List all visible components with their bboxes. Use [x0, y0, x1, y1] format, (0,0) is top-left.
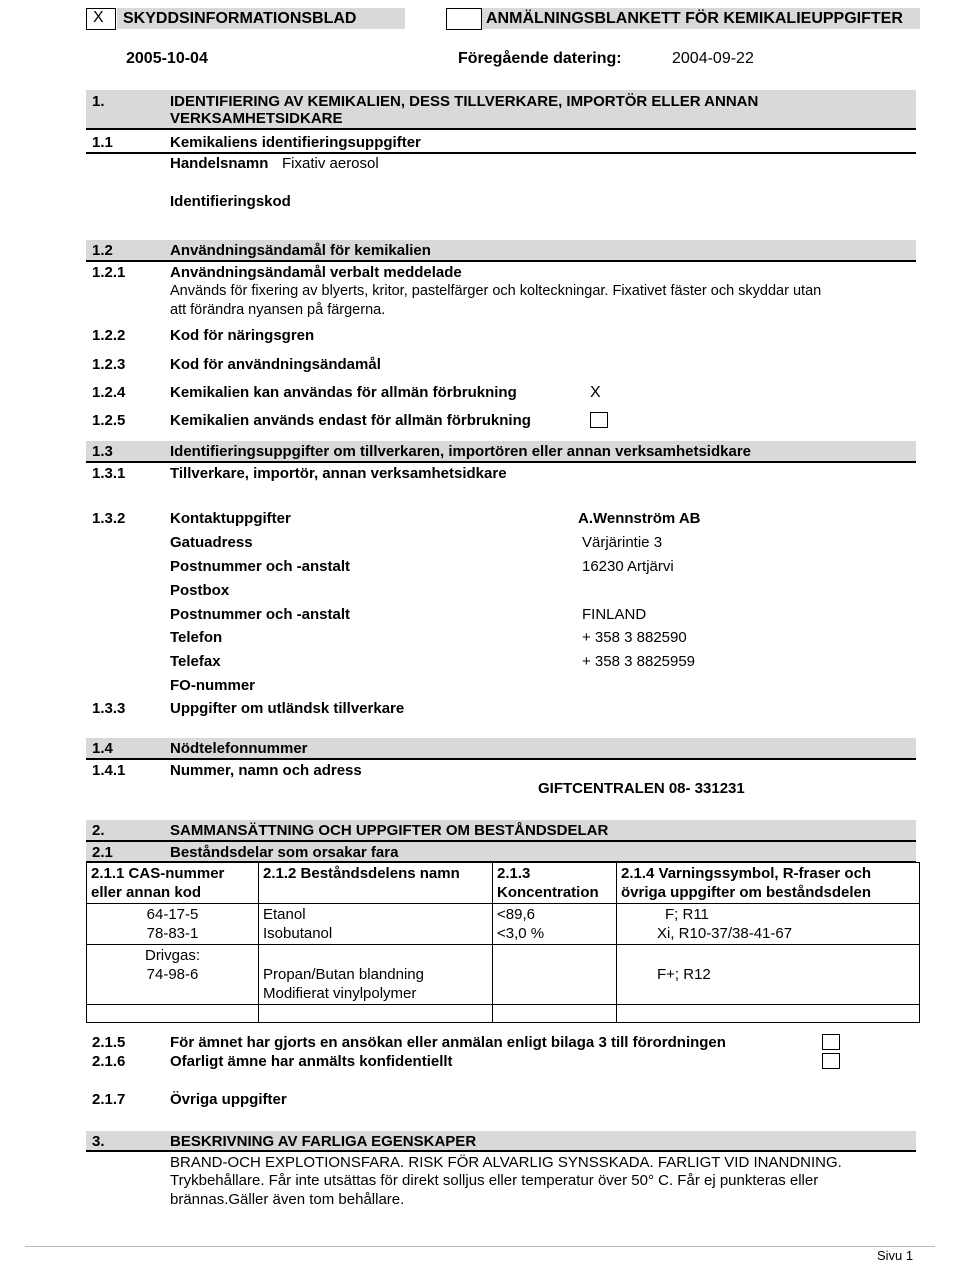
contact-label: FO-nummer — [170, 677, 256, 694]
section-3-header: 3. BESKRIVNING AV FARLIGA EGENSKAPER — [86, 1131, 916, 1152]
components-table — [86, 862, 920, 1023]
concentration-cell — [493, 945, 617, 1005]
previous-date: 2004-09-22 — [672, 50, 754, 67]
hazard-text-line2: Trykbehållare. Får inte utsättas för direkt solljus eller temperatur över 50° C. Får ej punkteras eller — [170, 1172, 819, 1189]
section-2-1-7-title: Övriga uppgifter — [170, 1091, 287, 1108]
section-1-3-1-num: 1.3.1 — [92, 465, 126, 482]
section-1-3-2-title: Kontaktuppgifter — [170, 510, 291, 527]
table-row — [87, 1005, 920, 1023]
section-1-3-3-num: 1.3.3 — [92, 700, 126, 717]
section-1-2-3-num: 1.2.3 — [92, 356, 126, 373]
general-use-mark: X — [590, 384, 601, 401]
emergency-number: GIFTCENTRALEN 08- 331231 — [538, 780, 745, 797]
section-2-1-5-num: 2.1.5 — [92, 1034, 126, 1051]
section-1-2-4-title: Kemikalien kan användas för allmän förbrukning — [170, 384, 517, 401]
cas-column-header: 2.1.1 CAS-nummer eller annan kod — [87, 863, 259, 904]
footer-divider — [25, 1246, 935, 1247]
hazard-text-line3: brännas.Gäller även tom behållare. — [170, 1191, 405, 1208]
notification-title: ANMÄLNINGSBLANKETT FÖR KEMIKALIEUPPGIFTER — [482, 8, 920, 29]
application-checkbox[interactable] — [822, 1034, 840, 1050]
contact-label: Telefon — [170, 629, 223, 646]
section-2-1-6-title: Ofarligt ämne har anmälts konfidentiellt — [170, 1053, 453, 1070]
section-1-2-4-num: 1.2.4 — [92, 384, 126, 401]
section-1-4-1-title: Nummer, namn och adress — [170, 762, 362, 779]
hazard-cell: F; R11 Xi, R10-37/38-41-67 — [617, 904, 920, 945]
section-1-2-1-title: Användningsändamål verbalt meddelade — [170, 264, 462, 281]
section-1-2-header: 1.2 Användningsändamål för kemikalien — [86, 240, 916, 262]
section-1-2-2-title: Kod för näringsgren — [170, 327, 315, 344]
notification-checkbox[interactable] — [446, 8, 482, 30]
cas-cell: 64-17-5 78-83-1 — [87, 904, 259, 945]
usage-text-line2: att förändra nyansen på färgerna. — [170, 302, 386, 318]
section-1-2-5-title: Kemikalien används endast för allmän förbrukning — [170, 412, 531, 429]
page-number: Sivu 1 — [877, 1248, 914, 1263]
contact-value: Värjärintie 3 — [582, 534, 663, 551]
name-cell: Propan/Butan blandning Modifierat vinylpolymer — [259, 945, 493, 1005]
section-1-header: 1. IDENTIFIERING AV KEMIKALIEN, DESS TILLVERKARE, IMPORTÖR ELLER ANNAN VERKSAMHETSIDKARE — [86, 90, 916, 130]
contact-label: Postnummer och -anstalt — [170, 558, 351, 575]
table-row — [87, 945, 920, 1005]
tradename-value: Fixativ aerosol — [282, 155, 379, 172]
contact-label: Telefax — [170, 653, 221, 670]
name-column-header: 2.1.2 Beståndsdelens namn — [259, 863, 493, 904]
usage-text-line1: Används för fixering av blyerts, kritor, pastelfärger och kolteckningar. Fixativet fäster och skyddar utan — [170, 283, 822, 299]
section-1-3-header: 1.3 Identifieringsuppgifter om tillverkaren, importören eller annan verksamhetsidkare — [86, 441, 916, 463]
document-date: 2005-10-04 — [126, 50, 208, 67]
contact-label: Gatuadress — [170, 534, 253, 551]
name-cell: Etanol Isobutanol — [259, 904, 493, 945]
table-row — [87, 904, 920, 945]
concentration-cell: <89,6 <3,0 % — [493, 904, 617, 945]
tradename-label: Handelsnamn — [170, 155, 269, 172]
section-1-2-5-num: 1.2.5 — [92, 412, 126, 429]
contact-label: Postbox — [170, 582, 230, 599]
section-1-1-header: 1.1 Kemikaliens identifieringsuppgifter — [86, 132, 916, 154]
table-header-row — [87, 863, 920, 904]
contact-value: FINLAND — [582, 606, 647, 623]
contact-value: + 358 3 8825959 — [582, 653, 696, 670]
section-1-4-1-num: 1.4.1 — [92, 762, 126, 779]
cas-cell: Drivgas: 74-98-6 — [87, 945, 259, 1005]
concentration-column-header: 2.1.3 Koncentration — [493, 863, 617, 904]
section-2-1-header: 2.1 Beståndsdelar som orsakar fara — [86, 842, 916, 863]
section-2-1-7-num: 2.1.7 — [92, 1091, 126, 1108]
section-2-1-6-num: 2.1.6 — [92, 1053, 126, 1070]
hazard-text-line1: BRAND-OCH EXPLOTIONSFARA. RISK FÖR ALVARLIG SYNSSKADA. FARLIGT VID INANDNING. — [170, 1154, 842, 1171]
section-1-2-1-num: 1.2.1 — [92, 264, 126, 281]
company-name: A.Wennström AB — [578, 510, 701, 527]
contact-value: + 358 3 882590 — [582, 629, 687, 646]
section-1-4-header: 1.4 Nödtelefonnummer — [86, 738, 916, 760]
hazard-column-header: 2.1.4 Varningssymbol, R-fraser och övriga uppgifter om beståndsdelen — [617, 863, 920, 904]
section-1-2-2-num: 1.2.2 — [92, 327, 126, 344]
section-1-3-2-num: 1.3.2 — [92, 510, 126, 527]
section-1-3-3-title: Uppgifter om utländsk tillverkare — [170, 700, 405, 717]
hazard-cell: F+; R12 — [617, 945, 920, 1005]
contact-value: 16230 Artjärvi — [582, 558, 674, 575]
general-use-only-checkbox[interactable] — [590, 412, 608, 428]
previous-date-label: Föregående datering: — [458, 50, 622, 67]
section-2-header: 2. SAMMANSÄTTNING OCH UPPGIFTER OM BESTÅNDSDELAR — [86, 820, 916, 842]
section-1-3-1-title: Tillverkare, importör, annan verksamhetsidkare — [170, 465, 507, 482]
contact-label: Postnummer och -anstalt — [170, 606, 351, 623]
sds-title: SKYDDSINFORMATIONSBLAD — [117, 8, 405, 29]
section-2-1-5-title: För ämnet har gjorts en ansökan eller anmälan enligt bilaga 3 till förordningen — [170, 1034, 726, 1051]
sds-checkbox[interactable] — [86, 8, 116, 30]
sds-checkbox-mark: X — [93, 9, 104, 26]
confidential-checkbox[interactable] — [822, 1053, 840, 1069]
idcode-label: Identifieringskod — [170, 193, 291, 210]
section-1-2-3-title: Kod för användningsändamål — [170, 356, 381, 373]
